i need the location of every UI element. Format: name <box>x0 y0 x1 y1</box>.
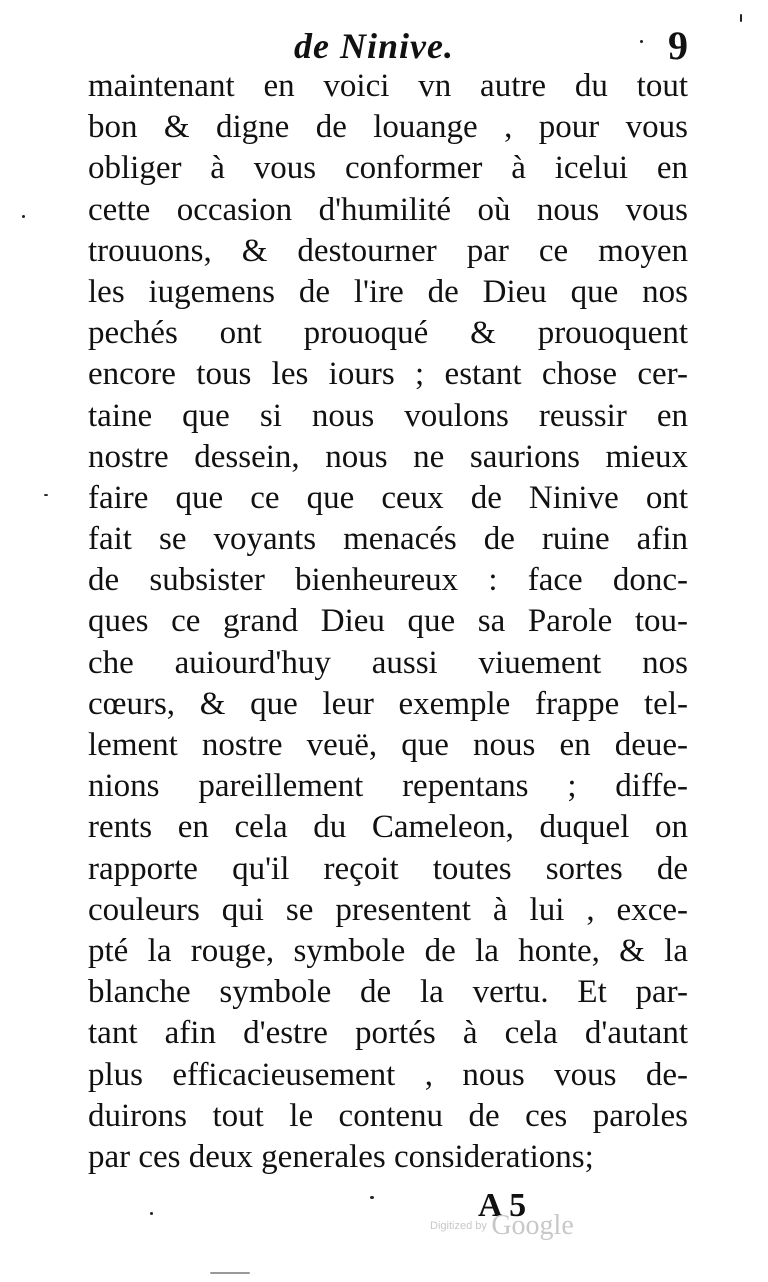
text-line: trouuons, & destourner par ce moyen <box>88 232 688 269</box>
body-text <box>88 66 688 1178</box>
text-line: pechés ont prouoqué & prouoquent <box>88 315 688 352</box>
running-head-title: de Ninive. <box>294 26 454 66</box>
text-line: ques ce grand Dieu que sa Parole tou- <box>88 603 688 640</box>
text-line: lement nostre veuë, que nous en deue- <box>88 727 688 763</box>
text-line: nions pareillement repentans ; diffe- <box>88 768 688 805</box>
print-speck <box>640 40 643 43</box>
text-line: taine que si nous voulons reussir en <box>88 397 688 434</box>
print-speck <box>44 494 48 496</box>
text-line: maintenant en voici vn autre du tout <box>88 68 688 104</box>
text-line: nostre dessein, nous ne saurions mieux <box>88 438 688 475</box>
text-line: cette occasion d'humilité où nous vous <box>88 191 688 228</box>
text-line: par ces deux generales considerations; <box>88 1138 594 1175</box>
print-speck <box>150 1212 153 1215</box>
text-line: che auiourd'huy aussi viuement nos <box>88 644 688 681</box>
text-line: de subsister bienheureux : face donc- <box>88 562 688 599</box>
text-line: plus efficacieusement , nous vous de- <box>88 1056 688 1093</box>
text-line: tant afin d'estre portés à cela d'autant <box>88 1015 688 1052</box>
text-line: blanche symbole de la vertu. Et par- <box>88 974 688 1011</box>
text-line: couleurs qui se presentent à lui , exce- <box>88 891 688 928</box>
watermark-prefix: Digitized by <box>430 1220 487 1232</box>
print-speck <box>210 1272 250 1274</box>
text-line: faire que ce que ceux de Ninive ont <box>88 479 688 516</box>
digitization-watermark <box>430 1210 574 1242</box>
text-line: cœurs, & que leur exemple frappe tel- <box>88 685 688 722</box>
running-head <box>88 24 688 68</box>
text-line: rapporte qu'il reçoit toutes sortes de <box>88 850 688 887</box>
text-line: les iugemens de l'ire de Dieu que nos <box>88 273 688 310</box>
text-line: obliger à vous conformer à icelui en <box>88 150 688 187</box>
text-line: pté la rouge, symbole de la honte, & la <box>88 932 688 969</box>
print-speck <box>370 1196 374 1199</box>
text-line: encore tous les iours ; estant chose cer- <box>88 356 688 393</box>
text-line: rents en cela du Cameleon, duquel on <box>88 809 688 846</box>
signature-mark: A 5 <box>478 1187 527 1224</box>
page-number: 9 <box>668 23 688 68</box>
print-speck <box>740 14 742 22</box>
text-line: bon & digne de louange , pour vous <box>88 109 688 146</box>
watermark-brand: Google <box>491 1210 574 1241</box>
text-line: duirons tout le contenu de ces paroles <box>88 1097 688 1134</box>
print-speck <box>22 215 25 218</box>
text-line: fait se voyants menacés de ruine afin <box>88 521 688 558</box>
